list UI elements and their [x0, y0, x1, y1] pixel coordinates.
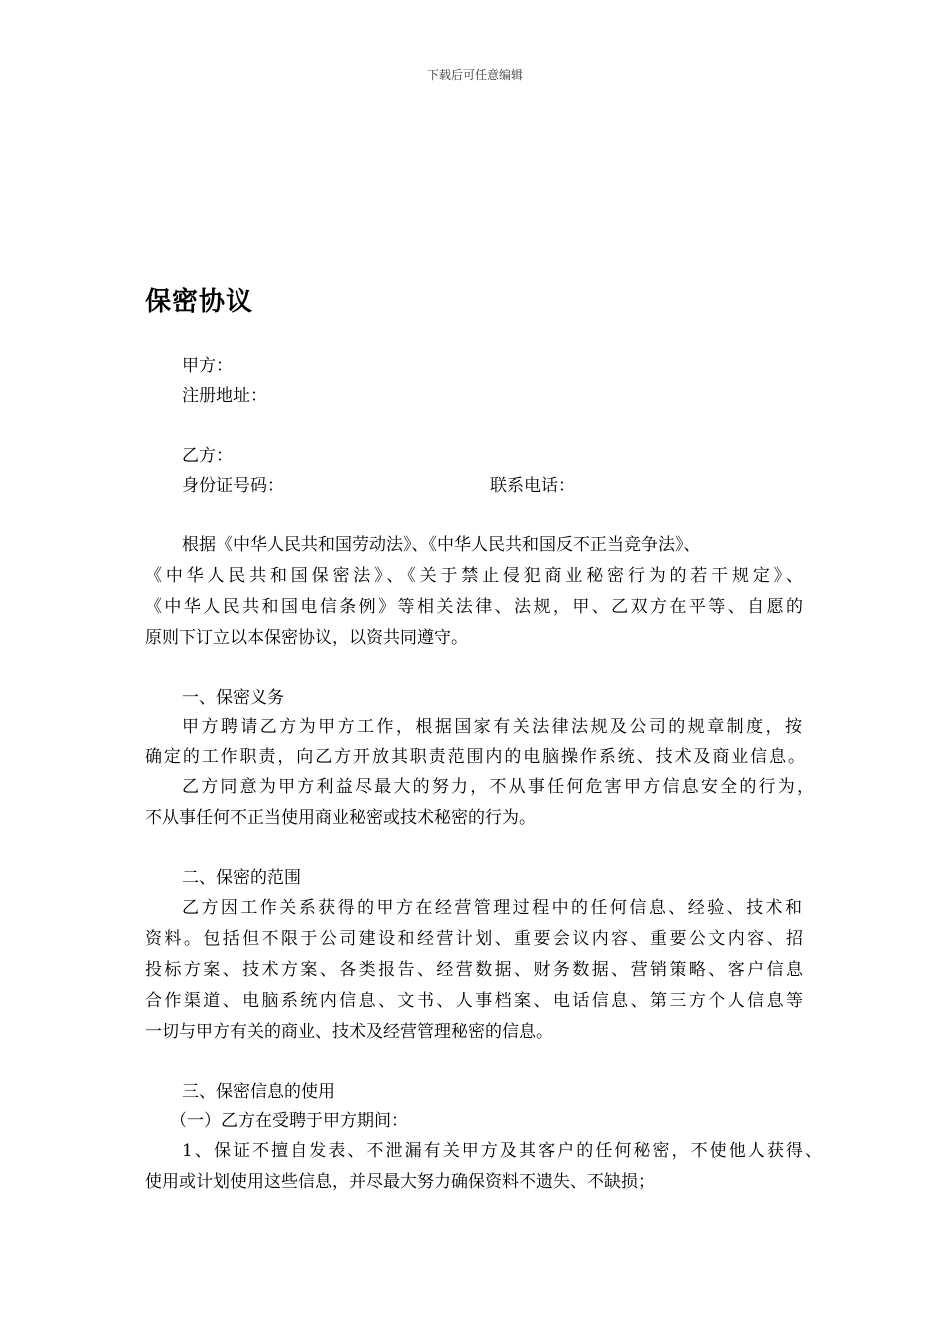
document-title: 保密协议	[145, 287, 254, 317]
section-2-line-1: 乙方因工作关系获得的甲方在经营管理过程中的任何信息、经验、技术和	[182, 898, 802, 918]
section-1-line-2: 确定的工作职责，向乙方开放其职责范围内的电脑操作系统、技术及商业信息。	[145, 747, 805, 767]
party-a-label: 甲方：	[182, 356, 233, 376]
party-b-phone-label: 联系电话：	[490, 476, 575, 496]
preamble-line-1: 根据《中华人民共和国劳动法》、《中华人民共和国反不正当竞争法》、	[182, 535, 701, 555]
section-1-heading: 一、保密义务	[182, 688, 284, 708]
section-2-heading: 二、保密的范围	[182, 868, 301, 888]
section-3-subheading-1: （一）乙方在受聘于甲方期间：	[170, 1111, 408, 1131]
section-2-line-5: 一切与甲方有关的商业、技术及经营管理秘密的信息。	[145, 1022, 553, 1042]
section-1-line-1: 甲方聘请乙方为甲方工作，根据国家有关法律法规及公司的规章制度，按	[182, 717, 802, 737]
section-1-line-4: 不从事任何不正当使用商业秘密或技术秘密的行为。	[145, 808, 536, 828]
preamble-line-2: 《中华人民共和国保密法》、《关于禁止侵犯商业秘密行为的若干规定》、	[145, 566, 803, 586]
section-2-line-4: 合作渠道、电脑系统内信息、文书、人事档案、电话信息、第三方个人信息等	[145, 991, 803, 1011]
section-2-line-3: 投标方案、技术方案、各类报告、经营数据、财务数据、营销策略、客户信息	[145, 960, 803, 980]
party-b-id-label: 身份证号码：	[182, 476, 284, 496]
header-note: 下载后可任意编辑	[426, 68, 523, 82]
section-1-line-3: 乙方同意为甲方利益尽最大的努力，不从事任何危害甲方信息安全的行为，	[182, 777, 814, 797]
preamble-line-4: 原则下订立以本保密协议，以资共同遵守。	[145, 628, 468, 648]
section-3-heading: 三、保密信息的使用	[182, 1082, 335, 1102]
section-2-line-2: 资料。包括但不限于公司建设和经营计划、重要会议内容、重要公文内容、招	[145, 929, 803, 949]
section-3-line-2: 使用或计划使用这些信息，并尽最大努力确保资料不遗失、不缺损；	[145, 1172, 655, 1192]
section-3-line-1: 1、保证不擅自发表、不泄漏有关甲方及其客户的任何秘密，不使他人获得、	[182, 1141, 822, 1161]
preamble-line-3: 《中华人民共和国电信条例》等相关法律、法规，甲、乙双方在平等、自愿的	[145, 597, 803, 617]
party-b-label: 乙方：	[182, 446, 233, 466]
party-a-address-label: 注册地址：	[182, 386, 267, 406]
